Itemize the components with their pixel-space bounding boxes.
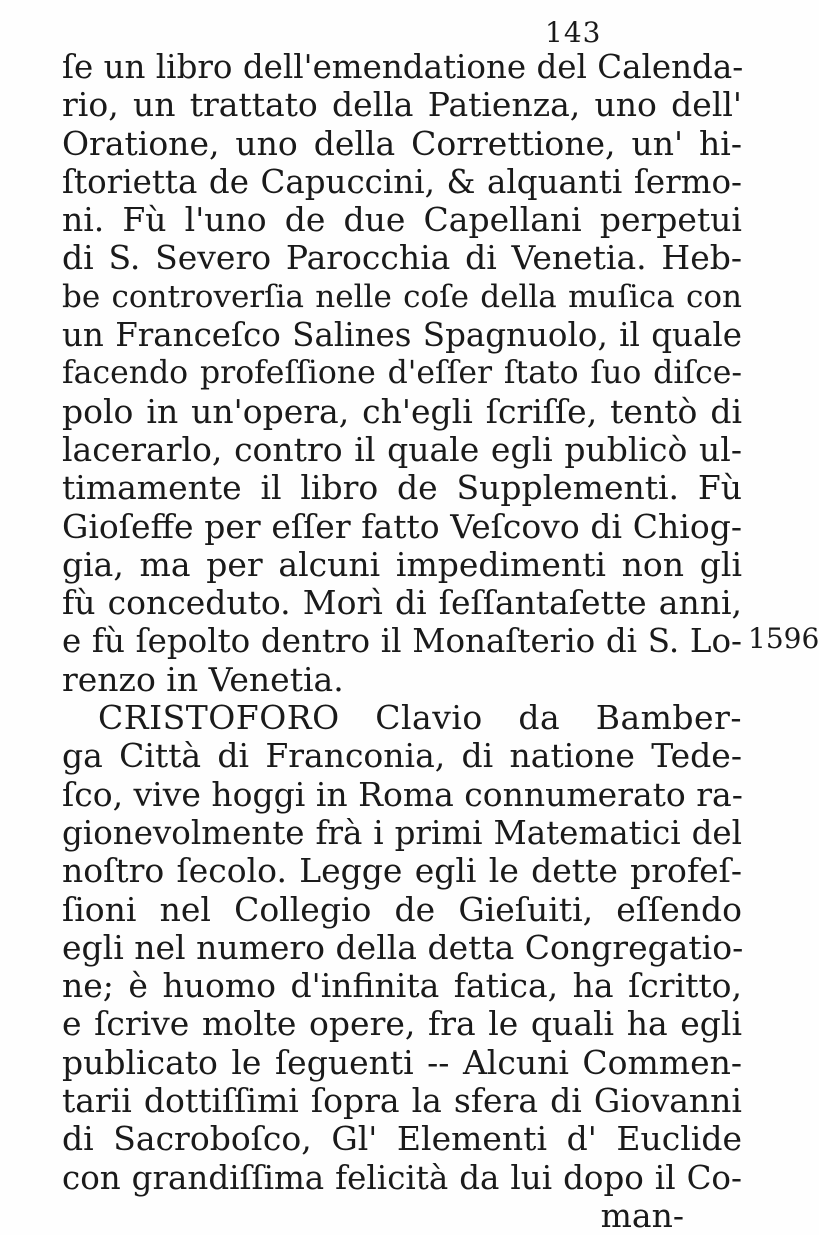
text-line: fù conceduto. Morì di ſeſſantaſette anni, <box>62 583 742 623</box>
text-line: di Sacroboſco, Gl' Elementi d' Euclide <box>62 1119 742 1159</box>
body-text <box>62 48 742 1235</box>
text-line: rio, un trattato della Patienza, uno dell' <box>62 85 742 125</box>
text-line: timamente il libro de Supplementi. Fù <box>62 468 742 508</box>
text-line: noſtro ſecolo. Legge egli le dette profeſ- <box>62 851 742 891</box>
text-line: con grandiſſima felicità da lui dopo il Co- <box>62 1158 742 1197</box>
text-line: ſtorietta de Capuccini, & alquanti ſermo- <box>62 162 742 201</box>
margin-year-note: 1596 <box>748 622 819 655</box>
text-line: ſioni nel Collegio de Gieſuiti, eſſendo <box>62 889 742 929</box>
text-line: di S. Severo Parocchia di Venetia. Heb- <box>62 238 742 278</box>
text-line: publicato le ſeguenti -- Alcuni Commen- <box>62 1042 742 1082</box>
text-line: polo in un'opera, ch'egli ſcriſſe, tentò di <box>62 391 742 431</box>
text-line: egli nel numero della detta Congregatio- <box>62 927 744 967</box>
text-line: tarii dottiſſimi ſopra la sfera di Giovanni <box>62 1081 742 1121</box>
text-line: ſe un libro dell'emendatione del Calenda- <box>62 48 744 86</box>
text-line: e ſcrive molte opere, fra le quali ha egli <box>62 1004 742 1044</box>
text-line: un Franceſco Salines Spagnuolo, il quale <box>62 316 742 355</box>
catchword: man- <box>600 1195 684 1235</box>
paragraph-start-line: CRISTOFORO Clavio da Bamber- <box>98 698 742 738</box>
text-line: ga Città di Franconia, di natione Tede- <box>62 736 742 776</box>
text-line: gia, ma per alcuni impedimenti non gli <box>62 544 742 584</box>
text-line: facendo profeſſione d'eſſer ſtato ſuo diſce- <box>62 355 742 392</box>
text-line: e fù ſepolto dentro il Monaſterio di S. Lo- <box>62 622 742 661</box>
text-line: ne; è huomo d'infinita fatica, ha ſcritto, <box>62 966 742 1006</box>
page-number: 143 <box>545 16 602 49</box>
text-line: ni. Fù l'uno de due Capellani perpetui <box>62 200 742 240</box>
paragraph-end-line: renzo in Venetia. <box>62 659 344 699</box>
text-line: ſco, vive hoggi in Roma connumerato ra- <box>62 774 743 814</box>
text-line: Gioſeffe per eſſer fatto Veſcovo di Chiog- <box>62 506 742 546</box>
text-line: gionevolmente frà i primi Matematici del <box>62 813 742 852</box>
text-line: Oratione, uno della Correttione, un' hi- <box>62 123 742 163</box>
text-line: lacerarlo, contro il quale egli publicò ul- <box>62 429 742 469</box>
text-line: be controverſia nelle coſe della muſica con <box>62 278 742 315</box>
